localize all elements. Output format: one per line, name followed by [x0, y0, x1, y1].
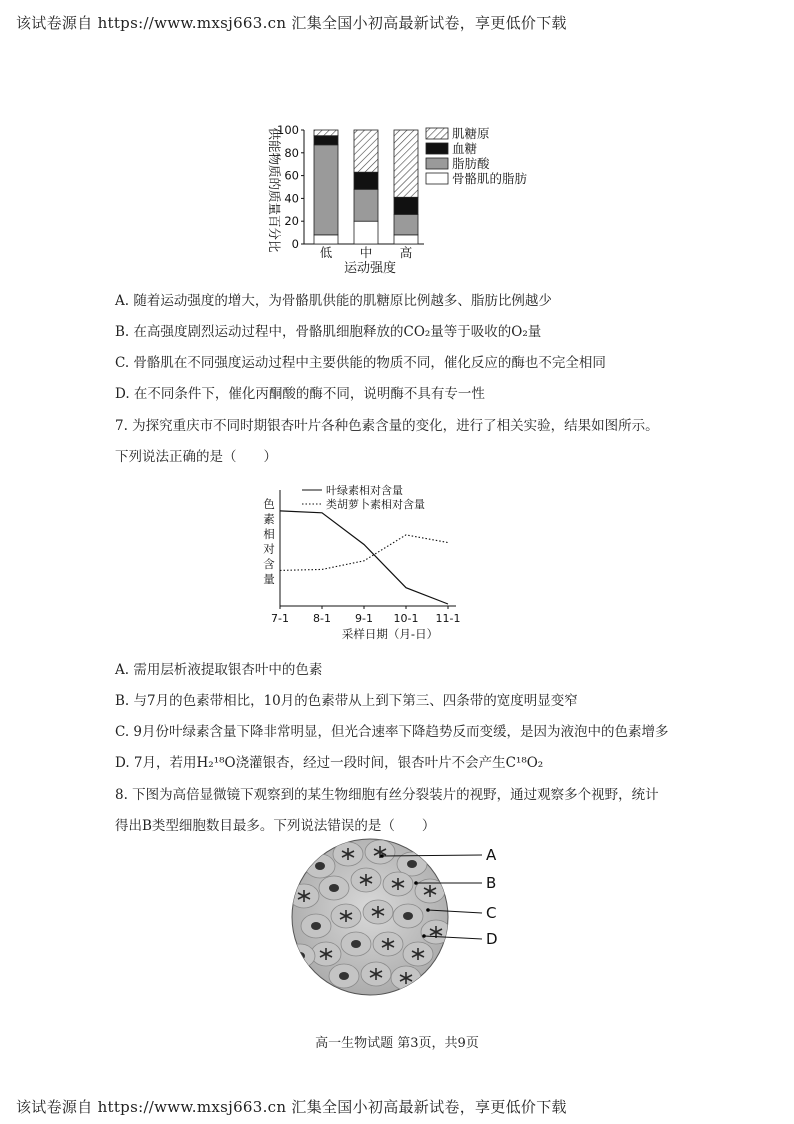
- bar-y-tick-label: 20: [284, 214, 299, 229]
- source-header: 该试卷源自 https://www.mxsj663.cn 汇集全国小初高最新试卷，享更低价下载: [16, 14, 567, 32]
- line-ylabel-char: 素: [263, 512, 275, 526]
- cell-nucleus: [311, 922, 321, 930]
- q6-option-d: D. 在不同条件下，催化丙酮酸的酶不同，说明酶不具有专一性: [115, 386, 485, 402]
- pigment-line-chart: [260, 478, 480, 644]
- carotenoid-line: [280, 535, 448, 571]
- energy-source-bar-chart: [256, 118, 556, 282]
- q8-stem-line1: 8. 下图为高倍显微镜下观察到的某生物细胞有丝分裂装片的视野，通过观察多个视野，统计: [115, 787, 659, 803]
- cell-nucleus: [351, 940, 361, 948]
- bar-y-tick-label: 0: [291, 237, 299, 251]
- line-ylabel-char: 相: [263, 527, 275, 541]
- micro-label-d: D: [486, 930, 498, 948]
- bar-segment: [314, 145, 338, 235]
- bar-category-label: 高: [399, 245, 413, 260]
- micro-label-c: C: [486, 904, 497, 922]
- cell-nucleus: [295, 952, 305, 960]
- line-legend-label: 类胡萝卜素相对含量: [326, 498, 425, 511]
- bar-y-tick-label: 100: [277, 123, 299, 137]
- bar-chart-ylabel: 供能物质的质量百分比: [267, 127, 282, 253]
- bar-legend-label: 脂肪酸: [452, 156, 490, 171]
- bar-legend-swatch: [426, 128, 448, 139]
- bar-segment: [314, 235, 338, 244]
- line-ylabel-char: 对: [263, 542, 275, 556]
- bar-segment: [354, 221, 378, 244]
- page-caption: 高一生物试题 第3页，共9页: [315, 1036, 479, 1051]
- bar-segment: [314, 136, 338, 145]
- q7-option-d: D. 7月，若用H₂¹⁸O浇灌银杏，经过一段时间，银杏叶片不会产生C¹⁸O₂: [115, 755, 544, 771]
- source-footer: 该试卷源自 https://www.mxsj663.cn 汇集全国小初高最新试卷，享更低价下载: [16, 1098, 567, 1116]
- bar-legend-label: 血糖: [452, 141, 478, 156]
- bar-segment: [354, 130, 378, 172]
- line-x-tick-label: 11-1: [435, 612, 461, 625]
- q6-option-a: A. 随着运动强度的增大，为骨骼肌供能的肌糖原比例越多、脂肪比例越少: [115, 293, 552, 309]
- mitosis-micrograph: [290, 836, 520, 998]
- q7-option-a: A. 需用层析液提取银杏叶中的色素: [115, 662, 323, 678]
- micro-label-a: A: [486, 846, 497, 864]
- bar-legend-label: 骨骼肌的脂肪: [452, 171, 528, 186]
- line-legend-label: 叶绿素相对含量: [326, 484, 403, 497]
- q6-option-c: C. 骨骼肌在不同强度运动过程中主要供能的物质不同，催化反应的酶也不完全相同: [115, 355, 606, 371]
- bar-legend-swatch: [426, 143, 448, 154]
- line-x-tick-label: 10-1: [393, 612, 419, 625]
- bar-segment: [354, 189, 378, 221]
- cell-nucleus: [339, 972, 349, 980]
- q7-option-b: B. 与7月的色素带相比，10月的色素带从上到下第三、四条带的宽度明显变窄: [115, 693, 578, 709]
- q7-option-c: C. 9月份叶绿素含量下降非常明显，但光合速率下降趋势反而变缓，是因为液泡中的色素增多: [115, 724, 669, 740]
- line-chart-xlabel: 采样日期（月-日）: [341, 627, 439, 641]
- micro-label-b: B: [486, 874, 497, 892]
- cell-nucleus: [315, 862, 325, 870]
- bar-category-label: 低: [319, 245, 333, 260]
- line-ylabel-char: 含: [263, 557, 275, 571]
- cell-nucleus: [329, 884, 339, 892]
- bar-legend-swatch: [426, 158, 448, 169]
- q8-stem-line2: 得出B类型细胞数目最多。下列说法错误的是（ ）: [115, 818, 436, 834]
- bar-y-tick-label: 40: [284, 191, 299, 206]
- chlorophyll-line: [280, 511, 448, 604]
- bar-segment: [354, 172, 378, 189]
- bar-segment: [394, 197, 418, 214]
- line-x-tick-label: 8-1: [313, 612, 331, 625]
- line-ylabel-char: 色: [263, 497, 275, 511]
- bar-y-tick-label: 80: [284, 145, 299, 160]
- bar-segment: [394, 214, 418, 235]
- bar-chart-xlabel: 运动强度: [343, 261, 397, 276]
- q7-stem-line1: 7. 为探究重庆市不同时期银杏叶片各种色素含量的变化，进行了相关实验，结果如图所示。: [115, 418, 659, 434]
- bar-segment: [314, 130, 338, 136]
- bar-segment: [394, 130, 418, 197]
- line-ylabel-char: 量: [263, 572, 275, 586]
- line-x-tick-label: 9-1: [355, 612, 373, 625]
- bar-category-label: 中: [359, 245, 373, 260]
- cell-nucleus: [403, 912, 413, 920]
- cell-nucleus: [407, 860, 417, 868]
- line-x-tick-label: 7-1: [271, 612, 289, 625]
- q7-stem-line2: 下列说法正确的是（ ）: [115, 449, 277, 465]
- bar-legend-label: 肌糖原: [452, 126, 490, 141]
- bar-legend-swatch: [426, 173, 448, 184]
- q6-option-b: B. 在高强度剧烈运动过程中，骨骼肌细胞释放的CO₂量等于吸收的O₂量: [115, 324, 542, 340]
- bar-segment: [394, 235, 418, 244]
- bar-y-tick-label: 60: [284, 168, 299, 183]
